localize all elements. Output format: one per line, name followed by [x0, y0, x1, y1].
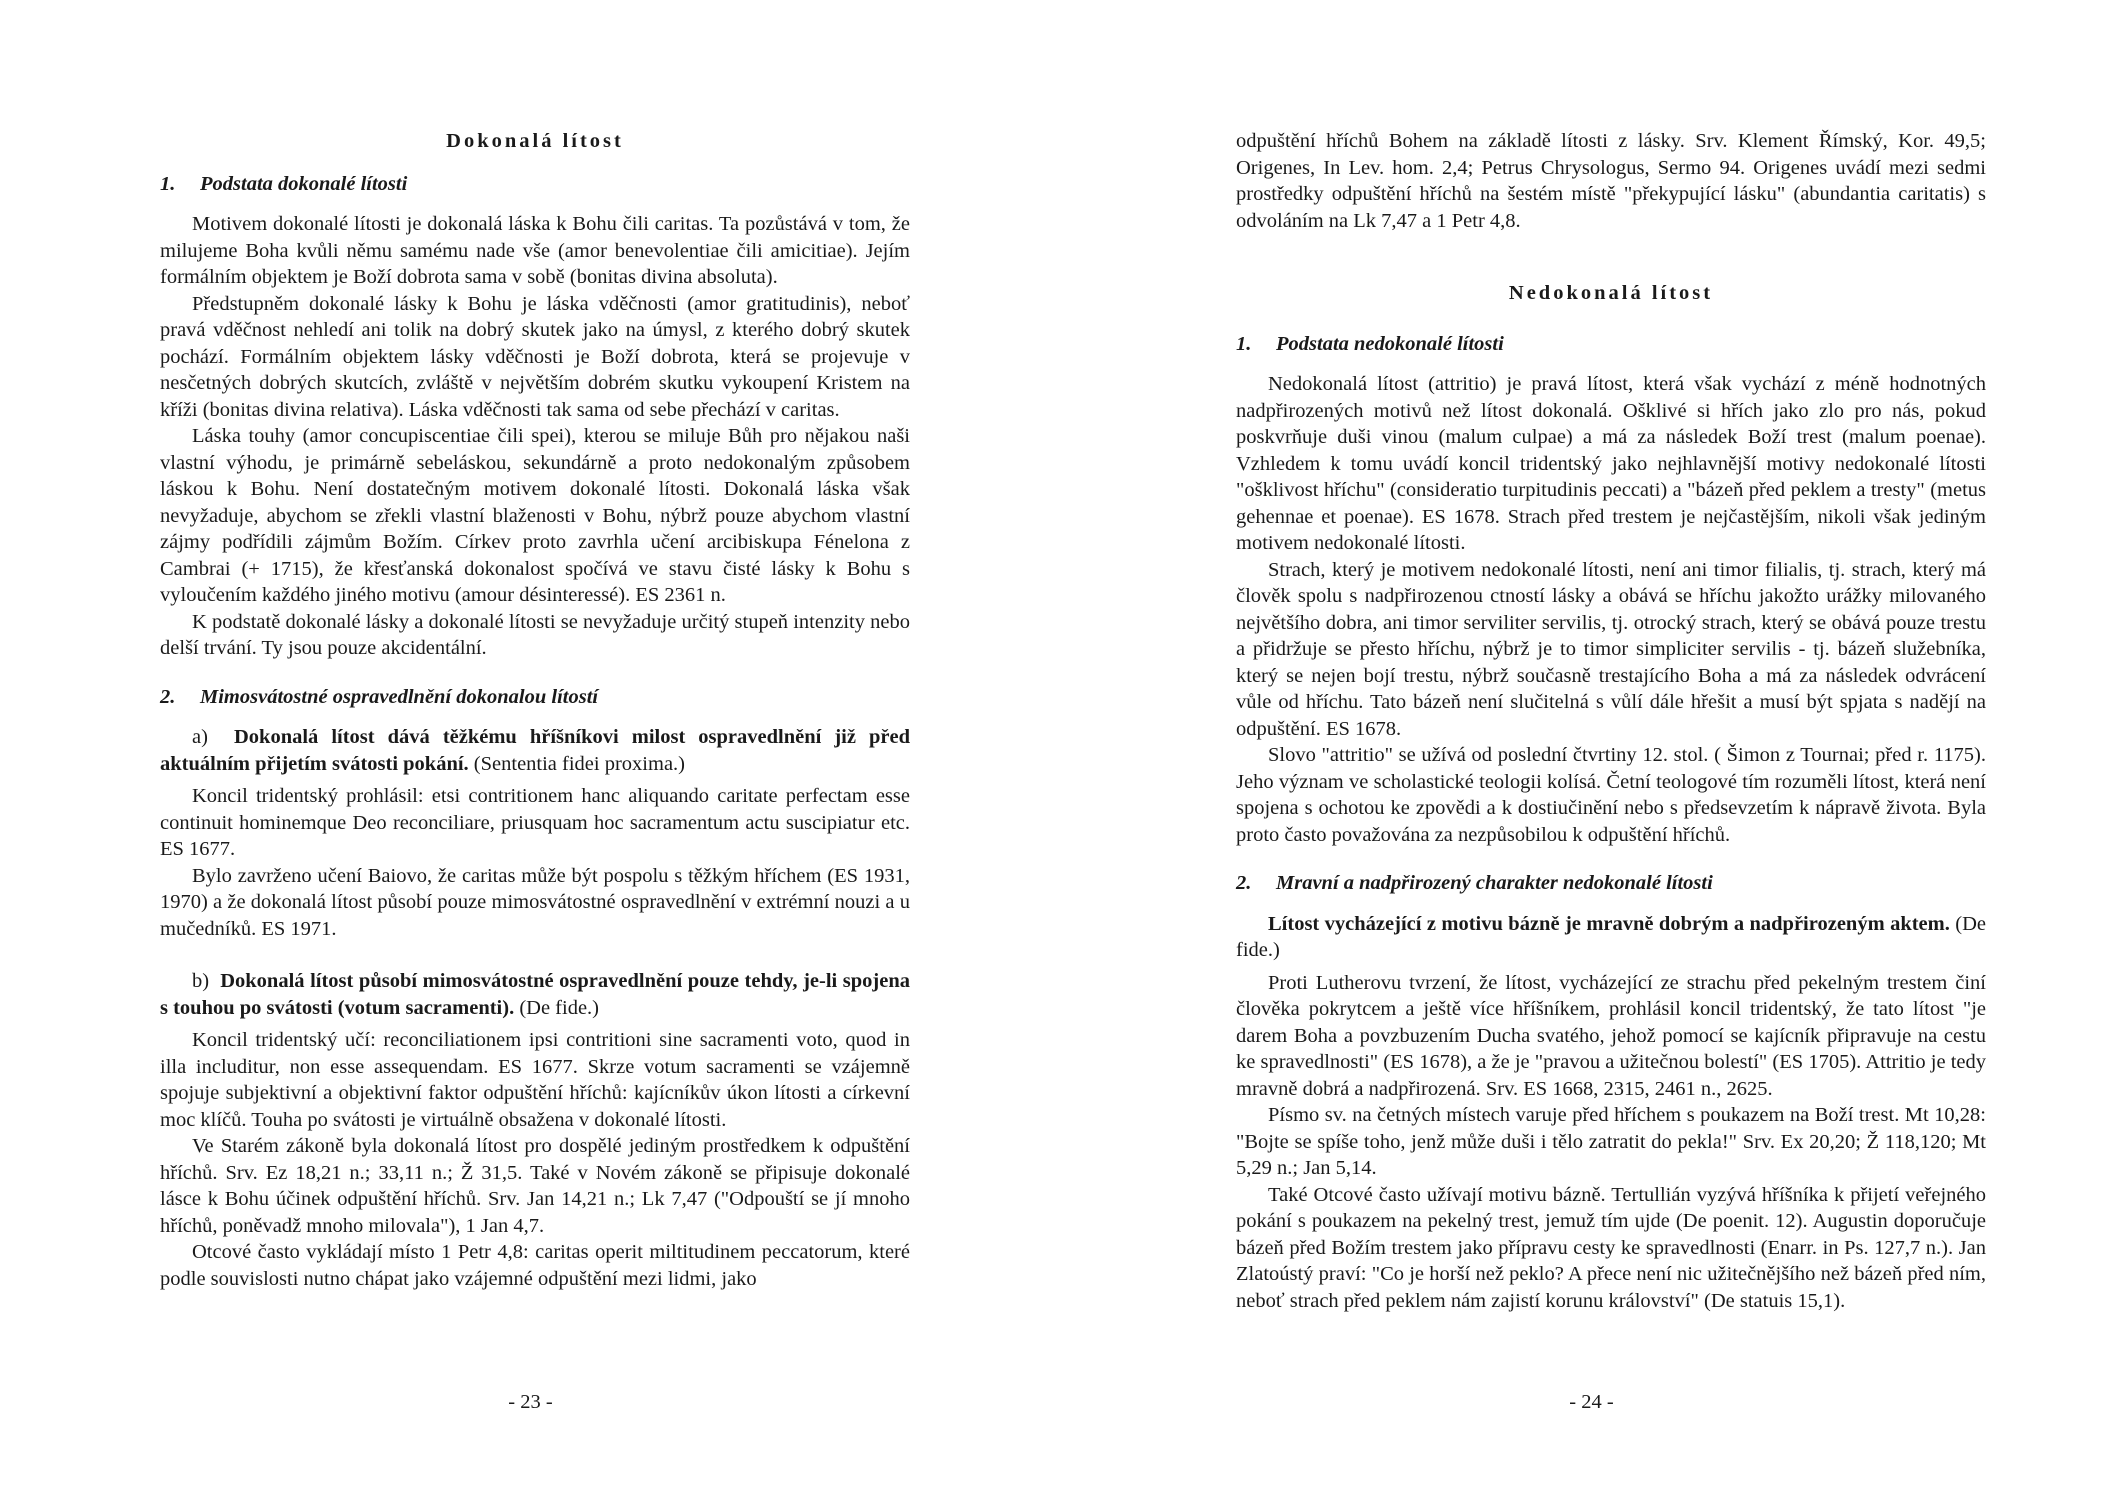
section-title: Mravní a nadpřirozený charakter nedokonalé lítosti [1276, 872, 1713, 894]
paragraph: Také Otcové často užívají motivu bázně. Tertullián vyzývá hříšníka k přijetí veřejného pokání s poukazem na pekelný trest, jemuž tím ujde (De poenit. 12). Augustin doporučuje bázeň před Božím trestem jako přípravu cesty ke spravedlnosti (Enarr. in Ps. 127,7 n.). Jan Zlatoústý praví: "Co je horší než peklo? A přece není nic užitečnějšího než bázeň před ním, neboť strach před peklem nám zajistí korunu království" (De statuis 15,1). [1236, 1183, 1986, 1312]
thesis-note: (De fide.) [519, 996, 600, 1019]
section-title: Podstata dokonalé lítosti [200, 172, 408, 195]
thesis-note: (Sententia fidei proxima.) [473, 752, 685, 775]
chapter-title: Dokonalá lítost [446, 130, 624, 152]
thesis [160, 968, 910, 1021]
paragraph: Bylo zavrženo učení Baiovo, že caritas může být pospolu s těžkým hříchem (ES 1931, 1970) a že dokonalá lítost působí pouze mimosvátostné ospravedlnění v extrémní nouzi a u mučedníků. ES 1971. [160, 864, 910, 940]
paragraph: Láska touhy (amor concupiscentiae čili spei), kterou se miluje Bůh pro nějakou naši vlastní výhodu, je primárně sebeláskou, sekundárně a proto nedokonalým způsobem láskou k Bohu. Není dostatečným motivem dokonalé lítosti. Dokonalá láska však nevyžaduje, abychom se zřekli vlastní blaženosti v Bohu, nýbrž pouze abychom vlastní zájmy podřídili zájmům Božím. Církev proto zavrhla učení arcibiskupa Fénelona z Cambrai (+ 1715), že křesťanská dokonalost spočívá ve stavu čisté lásky k Bohu s vyloučením každého jiného motivu (amour désinteressé). ES 2361 n. [160, 425, 910, 606]
thesis [160, 724, 910, 777]
paragraph: Koncil tridentský prohlásil: etsi contritionem hanc aliquando caritate perfectam esse continuit hominemque Deo reconciliare, priusquam hoc sacramentum actu suscipiatur etc. ES 1677. [160, 785, 910, 860]
paragraph: Motivem dokonalé lítosti je dokonalá láska k Bohu čili caritas. Ta pozůstává v tom, že milujeme Boha kvůli němu samému nade vše (amor benevolentiae čili amicitiae). Jejím formálním objektem je Boží dobrota sama v sobě (bonitas divina absoluta). [160, 213, 910, 288]
thesis-label: b) [192, 970, 210, 992]
thesis [1236, 911, 1986, 964]
paragraph: Proti Lutherovu tvrzení, že lítost, vycházející ze strachu před pekelným trestem činí člověka pokrytcem a ještě více hříšníkem, prohlásil koncil tridentský, že tato lítost "je darem Boha a povzbuzením Ducha svatého, jehož pomocí se kajícník připravuje na cestu ke spravedlnosti" (ES 1678), a že je "pravou a užitečnou bolestí" (ES 1705). Attritio je tedy mravně dobrá a nadpřirozená. Srv. ES 1668, 2315, 2461 n., 2625. [1236, 971, 1986, 1100]
section-heading [160, 684, 910, 711]
section-heading [1236, 870, 1986, 897]
section-number: 2. [160, 685, 176, 708]
thesis-statement: Lítost vycházející z motivu bázně je mravně dobrým a nadpřirozeným aktem. [1268, 912, 1950, 935]
chapter-title: Nedokonalá lítost [1508, 282, 1714, 304]
paragraph: Nedokonalá lítost (attritio) je pravá lítost, která však vychází z méně hodnotných nadpřirozených motivů než lítost dokonalá. Ošklivé si hřích jako zlo pro nás, pokud poskvrňuje duši vinou (malum culpae) a má za následek Boží trest (malum poenae). Vzhledem k tomu uvádí koncil tridentský jako nejhlavnější motivy nedokonalé lítosti "ošklivost hříchu" (consideratio turpitudinis peccati) a "bázeň před peklem a tresty" (metus gehennae et poenae). ES 1678. Strach před trestem je nejčastějším, nikoli však jediným motivem nedokonalé lítosti. [1236, 373, 1986, 554]
thesis-statement: Dokonalá lítost dává těžkému hříšníkovi milost ospravedlnění již před aktuálním přijetím svátosti pokání. [160, 726, 910, 775]
section-title: Podstata nedokonalé lítosti [1276, 332, 1504, 355]
section-heading [1236, 331, 1986, 358]
page-number: - 24 - [1569, 1391, 1614, 1413]
section-title: Mimosvátostné ospravedlnění dokonalou lítostí [200, 685, 599, 708]
text-column [160, 128, 910, 1292]
paragraph: Strach, který je motivem nedokonalé lítosti, není ani timor filialis, tj. strach, který má člověk spolu s nadpřirozenou ctností lásky a obává se hříchu jakožto urážky milovaného největšího dobra, ani timor serviliter servilis, tj. otrocký strach, který se obává pouze trestu a přidržuje se přesto hříchu, nýbrž je to timor simpliciter servilis - tj. bázeň služebníka, který se nejen bojí trestu, nýbrž současně trestajícího Boha a má za následek odvrácení vůle od hříchu. Tato bázeň není slučitelná s vůlí dále hřešit a musí být spjata s nadějí na odpuštění. ES 1678. [1236, 558, 1986, 740]
thesis-label: a) [192, 726, 208, 748]
paragraph: Koncil tridentský učí: reconciliationem ipsi contritioni sine sacramenti voto, quod in illa includitur, non esse assequendam. ES 1677. Skrze votum sacramenti se vzájemně spojuje subjektivní a objektivní faktor odpuštění hříchů: kajícníkův úkon lítosti a církevní moc klíčů. Touha po svátosti je virtuálně obsažena v dokonalé lítosti. [160, 1029, 910, 1131]
section-number: 1. [160, 172, 176, 195]
paragraph: odpuštění hříchů Bohem na základě lítosti z lásky. Srv. Klement Římský, Kor. 49,5; Origenes, In Lev. hom. 2,4; Petrus Chrysologus, Sermo 94. Origenes uvádí mezi sedmi prostředky odpuštění hříchů na šestém místě "překypující lásku" (abundantia caritatis) s odvoláním na Lk 7,47 a 1 Petr 4,8. [1236, 130, 1986, 232]
paragraph: Předstupněm dokonalé lásky k Bohu je láska vděčnosti (amor gratitudinis), neboť pravá vděčnost nehledí ani tolik na dobrý skutek jako na úmysl, z kterého dobrý skutek pochází. Formálním objektem lásky vděčnosti je Boží dobrota, která se projevuje v nesčetných dobrých skutcích, zvláště v největším dobrém skutku vykoupení Kristem na kříži (bonitas divina relativa). Láska vděčnosti tak sama od sebe přechází v caritas. [160, 292, 910, 421]
paragraph: Ve Starém zákoně byla dokonalá lítost pro dospělé jediným prostředkem k odpuštění hříchů. Srv. Ez 18,21 n.; 33,11 n.; Ž 31,5. Také v Novém zákoně se připisuje dokonalé lásce k Bohu účinek odpuštění hříchů. Srv. Jan 14,21 n.; Lk 7,47 ("Odpouští se jí mnoho hříchů, poněvadž mnoho milovala"), 1 Jan 4,7. [160, 1135, 910, 1237]
thesis-note: (De fide.) [1236, 912, 1986, 961]
thesis-statement: Dokonalá lítost působí mimosvátostné ospravedlnění pouze tehdy, je-li spojena s touhou po svátosti (votum sacramenti). [160, 970, 911, 1019]
text-column [1236, 128, 1986, 1314]
page-right [1061, 0, 2122, 1501]
paragraph: K podstatě dokonalé lásky a dokonalé lítosti se nevyžaduje určitý stupeň intenzity nebo delší trvání. Ty jsou pouze akcidentální. [160, 610, 910, 659]
paragraph: Otcové často vykládají místo 1 Petr 4,8: caritas operit miltitudinem peccatorum, které podle souvislosti nutno chápat jako vzájemné odpuštění mezi lidmi, jako [160, 1241, 910, 1290]
page-number: - 23 - [508, 1391, 553, 1413]
paragraph: Písmo sv. na četných místech varuje před hříchem s poukazem na Boží trest. Mt 10,28: "Bojte se spíše toho, jenž může duši i tělo zatratit do pekla!" Srv. Ex 20,20; Ž 118,120; Mt 5,29 n.; Jan 5,14. [1236, 1104, 1986, 1179]
section-heading [160, 171, 910, 198]
section-number: 1. [1236, 332, 1252, 355]
section-number: 2. [1236, 872, 1252, 894]
paragraph: Slovo "attritio" se užívá od poslední čtvrtiny 12. stol. ( Šimon z Tournai; před r. 1175). Jeho význam ve scholastické teologii kolísá. Četní teologové tím rozuměli lítost, která není spojena s ochotou ke zpovědi a k dostiučinění nebo s předsevzetím k nápravě života. Byla proto často považována za nezpůsobilou k odpuštění hříchů. [1236, 744, 1986, 846]
